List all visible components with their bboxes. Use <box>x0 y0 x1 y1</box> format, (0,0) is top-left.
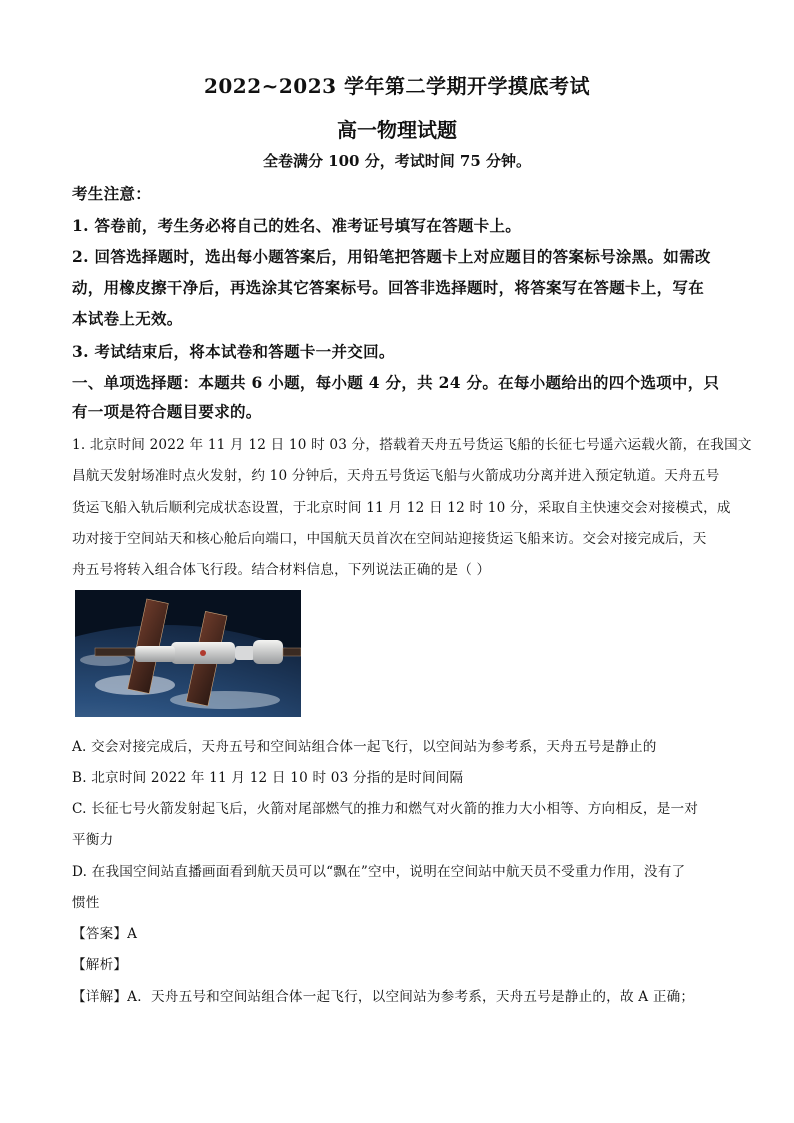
section-heading: 一、单项选择题：本题共 6 小题，每小题 4 分，共 24 分。在每小题给出的四个选项中，只 <box>72 373 720 392</box>
notice-heading: 考生注意： <box>72 184 152 203</box>
subject-title: 高一物理试题 <box>337 118 457 142</box>
notice-line: 2. 回答选择题时，选出每小题答案后，用铅笔把答题卡上对应题目的答案标号涂黑。如需改 <box>72 247 711 266</box>
question-stem-line: 功对接于空间站天和核心舱后向端口，中国航天员首次在空间站迎接货运飞船来访。交会对接完成后，天 <box>72 531 707 547</box>
exam-meta: 全卷满分 100 分，考试时间 75 分钟。 <box>262 152 532 170</box>
notice-line: 本试卷上无效。 <box>72 309 183 328</box>
section-heading: 有一项是符合题目要求的。 <box>72 402 262 421</box>
question-stem-line: 舟五号将转入组合体飞行段。结合材料信息，下列说法正确的是（ ） <box>72 562 491 578</box>
analysis-label: 【解析】 <box>72 957 128 973</box>
notice-line: 动，用橡皮擦干净后，再选涂其它答案标号。回答非选择题时，将答案写在答题卡上，写在 <box>72 278 705 297</box>
notice-line: 1. 答卷前，考生务必将自己的姓名、准考证号填写在答题卡上。 <box>72 216 522 235</box>
question-stem-line: 货运飞船入轨后顺利完成状态设置，于北京时间 11 月 12 日 12 时 10 分，采取自主快速交会对接模式，成 <box>72 500 731 516</box>
option-a: A. 交会对接完成后，天舟五号和空间站组合体一起飞行，以空间站为参考系，天舟五号是静止的 <box>72 739 657 755</box>
option-b: B. 北京时间 2022 年 11 月 12 日 10 时 03 分指的是时间间隔 <box>72 770 464 786</box>
detail-text: 【详解】A．天舟五号和空间站组合体一起飞行，以空间站为参考系，天舟五号是静止的，故 A 正确； <box>72 989 695 1005</box>
option-c: C. 长征七号火箭发射起飞后，火箭对尾部燃气的推力和燃气对火箭的推力大小相等、方向相反，是一对 <box>72 801 699 817</box>
notice-line: 3. 考试结束后，将本试卷和答题卡一并交回。 <box>72 342 395 361</box>
option-d-cont: 惯性 <box>72 895 100 911</box>
exam-title: 2022~2023 学年第二学期开学摸底考试 <box>203 74 591 98</box>
answer-label: 【答案】A <box>72 926 138 942</box>
option-d: D. 在我国空间站直播画面看到航天员可以“飘在”空中，说明在空间站中航天员不受重力作用，没有了 <box>72 864 686 880</box>
question-stem-line: 昌航天发射场准时点火发射，约 10 分钟后，天舟五号货运飞船与火箭成功分离并进入预定轨道。天舟五号 <box>72 468 720 484</box>
question-stem-line: 1. 北京时间 2022 年 11 月 12 日 10 时 03 分，搭载着天舟五号货运飞船的长征七号遥六运载火箭，在我国文 <box>72 437 752 453</box>
space-station-image <box>75 590 301 717</box>
option-c-cont: 平衡力 <box>72 832 114 848</box>
